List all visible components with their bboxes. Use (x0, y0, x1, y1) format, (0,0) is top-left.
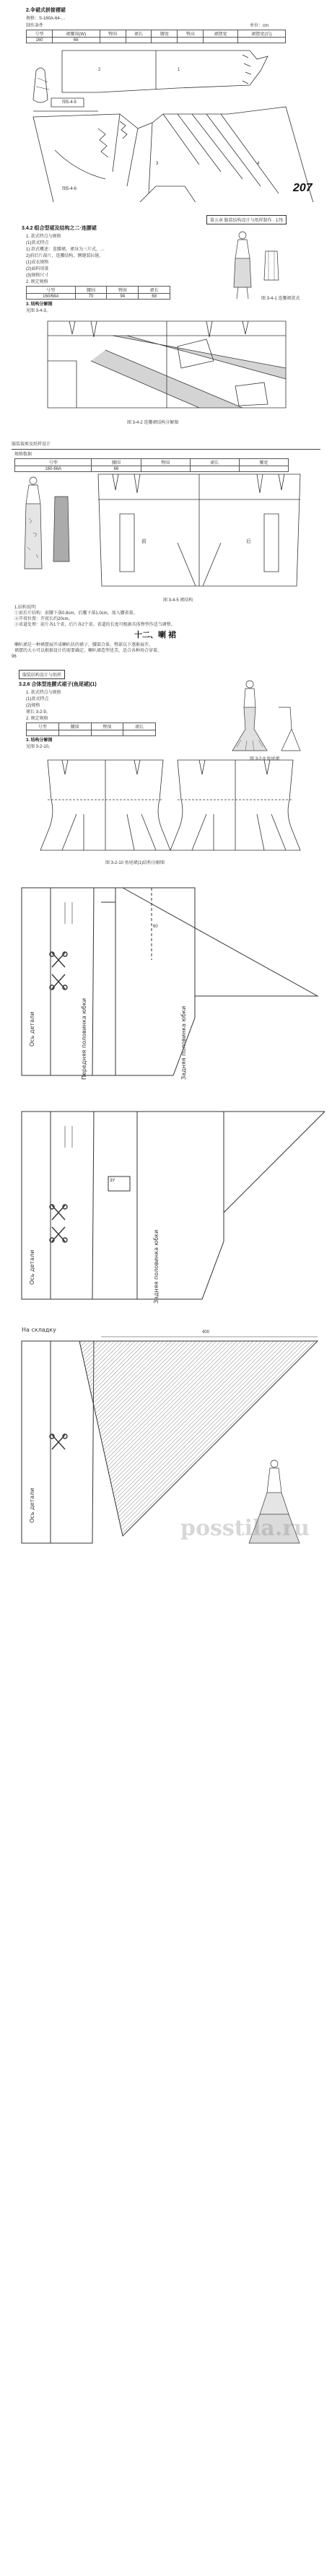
page-5-back-label: Задняя половинка юбки (180, 1005, 187, 1080)
table-cell (58, 730, 91, 736)
table-cell: 腰围 (75, 287, 107, 294)
page-4-spec-table (26, 722, 156, 736)
page-1-heading: 2.伞裙式拼接褶裙 (26, 8, 66, 13)
table-cell: 臀高 (178, 30, 204, 38)
page-3-pattern-diagram (91, 471, 307, 593)
page-3-dress-illustration (12, 475, 77, 576)
page-3-fig: 图 3-4-5 裙结构 (163, 598, 193, 603)
page-2-header-box: 第五章 服装结构设计与纸样制作 · 175 (206, 215, 287, 224)
page-4-section-title: 3.2.6 合体型连腰式裙子(鱼尾裙)(1) (19, 682, 97, 687)
page-2-fig-main: 图 3-4-2 连腰裙结构分解图 (127, 421, 179, 425)
page-2-side-figure (228, 230, 286, 302)
page-7 (0, 1321, 332, 1552)
table-cell: 160 (27, 38, 53, 43)
page-1-fig-small: 图5-4-5 (62, 100, 77, 105)
table-cell: 腰宽 (239, 459, 288, 466)
page-1-content (12, 0, 320, 202)
page-1-unit: 单位：cm (250, 24, 268, 28)
svg-text:4: 4 (257, 162, 260, 166)
table-cell: 68 (139, 294, 170, 300)
page-3-note: 1.结构说明: (14, 606, 37, 610)
page-3-note: ③省道处理：前片各1个省，后片各2个省。省道的长度可根据具体臀型作适当调整。 (14, 623, 175, 627)
page-2-line: (1)成衣规格 (26, 261, 49, 265)
page-2-spec-table (26, 286, 170, 300)
page-4-fig-side: 图 3-2-9 鱼尾裙 (250, 757, 280, 761)
page-4-line: (1)款式特点 (26, 697, 49, 702)
table-cell: 160/68A (27, 294, 76, 300)
table-cell: 腰围 (92, 459, 141, 466)
page-2-fig-side: 图 3-4-1 连腰裙款式 (261, 297, 300, 301)
page-1-size: 规格：S-160A-64-… (26, 17, 66, 21)
page-2-structure-title: 3. 结构分解图 (26, 302, 53, 307)
table-cell (123, 730, 156, 736)
page-2-line: (2)面料用量 (26, 267, 49, 271)
page-7-fold-label: На складку (22, 1327, 56, 1333)
page-6-center-label: Ось детали (29, 1249, 35, 1285)
page-6-pattern-diagram (7, 1097, 325, 1314)
page-4-mermaid-illustration (228, 678, 307, 758)
page-5-dim-label: 60 (153, 925, 158, 929)
table-cell: 裙长 (123, 723, 156, 730)
page-3-header: 服装裁剪及纸样设计 (12, 442, 51, 447)
svg-text:前: 前 (141, 539, 147, 544)
table-cell: 裙摆宽(后) (237, 30, 285, 38)
page-2 (0, 209, 332, 433)
page-5-front-label: Передняя половинка юбки (81, 997, 87, 1080)
page-1-fig-main: 图5-4-6 (62, 187, 77, 191)
page-2-structure-sub: 见图 3-4-3。 (26, 309, 51, 313)
page-3-note: ①前后片结构：前腰下落0.8cm，后腰下落1.0cm，加入腰省量。 (14, 611, 138, 616)
table-header-row (15, 459, 289, 466)
table-header-row (27, 723, 156, 730)
page-2-line: (1)款式特点 (26, 241, 49, 245)
table-cell: 70 (75, 294, 107, 300)
page-7-watermark: posstila.ru (180, 1516, 310, 1541)
page-4-header-box: 服装结构设计与纸样 (19, 670, 65, 679)
table-cell: 腰宽 (152, 30, 178, 38)
page-2-line: 1. 款式特点与规格 (26, 235, 61, 239)
page-7-dim-label: 400 (202, 1330, 210, 1335)
page-2-section-title: 3.4.2 组合型裙及结构之二·连腰裙 (22, 226, 97, 231)
table-header-row (27, 30, 286, 38)
page-5-pattern-diagram (7, 873, 325, 1090)
table-cell: 号型 (27, 287, 76, 294)
page-3-content (12, 439, 320, 659)
page-4 (0, 664, 332, 866)
scissor-marks (50, 1205, 67, 1242)
page-3 (0, 439, 332, 659)
table-cell: 臀围 (141, 459, 190, 466)
page-4-structure-sub: 见图 3-2-10。 (26, 745, 53, 749)
page-6 (0, 1097, 332, 1314)
scissor-marks (50, 1434, 67, 1449)
scissor-marks (50, 952, 67, 990)
page-3-note: ②开衩位置：开衩长约20cm。 (14, 617, 73, 621)
page-4-structure-title: 3. 结构分解图 (26, 738, 53, 743)
table-cell: 裙长 (126, 30, 152, 38)
table-cell (91, 730, 123, 736)
page-2-line: 2. 规定规格 (26, 280, 48, 284)
page-6-dim-label: 3У (110, 1179, 115, 1183)
page-2-line: 2)前后片裁片，连腰结构，侧缝装拉链。 (26, 254, 104, 258)
page-7-center-label: Ось детали (29, 1488, 35, 1523)
page-4-pattern-diagram (33, 756, 307, 857)
svg-text:3: 3 (156, 162, 159, 166)
page-1 (0, 0, 332, 202)
page-3-body: 裙摆的大小可以根据设计的需要确定。喇叭裙造型优美，适合各种场合穿着， (14, 649, 162, 653)
table-cell: 号型 (27, 723, 59, 730)
page-1-pattern-diagram (12, 42, 320, 202)
page-6-back-label: Задняя половинка юбки (153, 1229, 160, 1304)
table-cell: 号型 (27, 30, 53, 38)
table-header-row (27, 287, 170, 294)
table-cell: 臀围 (107, 287, 139, 294)
page-2-line: (3)规格尺寸 (26, 274, 49, 278)
page-1-page-number: 207 (293, 182, 313, 194)
table-cell: 裙长 (139, 287, 170, 294)
page-2-pattern-diagram (26, 318, 315, 415)
table-cell: 66 (52, 38, 100, 43)
page-4-line: 裙长 3-2-9。 (26, 710, 51, 715)
page-5-center-label: Ось детали (29, 1011, 35, 1047)
page-3-body: 喇叭裙是一种裙摆展开成喇叭状的裙子，腰部合体、臀部以下逐渐展开， (14, 643, 154, 647)
page-5 (0, 873, 332, 1090)
page-3-page-number: 96 (12, 655, 17, 659)
page-2-content (12, 209, 320, 433)
page-3-header-rule (12, 449, 320, 450)
table-cell: 裙腰围(W) (52, 30, 100, 38)
table-cell: 裙长 (190, 459, 239, 466)
page-3-spec-label: 规格数据 (14, 453, 32, 457)
page-4-fig-main: 图 3-2-10 鱼尾裙(1)结构分解图 (105, 861, 165, 865)
table-row (27, 730, 156, 736)
page-4-content (12, 664, 320, 866)
page-4-line: 2. 规定规格 (26, 717, 48, 721)
table-cell: 号型 (15, 459, 92, 466)
page-3-section-title: 十二、喇 裙 (134, 631, 177, 639)
svg-text:2: 2 (98, 68, 101, 72)
table-cell: 腰围 (58, 723, 91, 730)
table-cell: 160-66A (15, 466, 92, 472)
table-cell: 66 (92, 466, 141, 472)
table-cell: 94 (107, 294, 139, 300)
page-4-line: 1. 款式特点与规格 (26, 691, 61, 695)
svg-text:后: 后 (246, 539, 251, 544)
table-cell: 臀围 (91, 723, 123, 730)
table-cell (27, 730, 59, 736)
page-2-line: 1) 款式概述：连腰裙，裙身为三片式，… (26, 248, 105, 252)
page-4-line: (2)规格 (26, 704, 40, 708)
svg-text:1: 1 (178, 68, 180, 72)
page-1-size-label: 制作条件 (26, 24, 44, 28)
table-cell: 臀围 (100, 30, 126, 38)
table-cell: 裙摆宽 (204, 30, 237, 38)
table-row (27, 294, 170, 300)
